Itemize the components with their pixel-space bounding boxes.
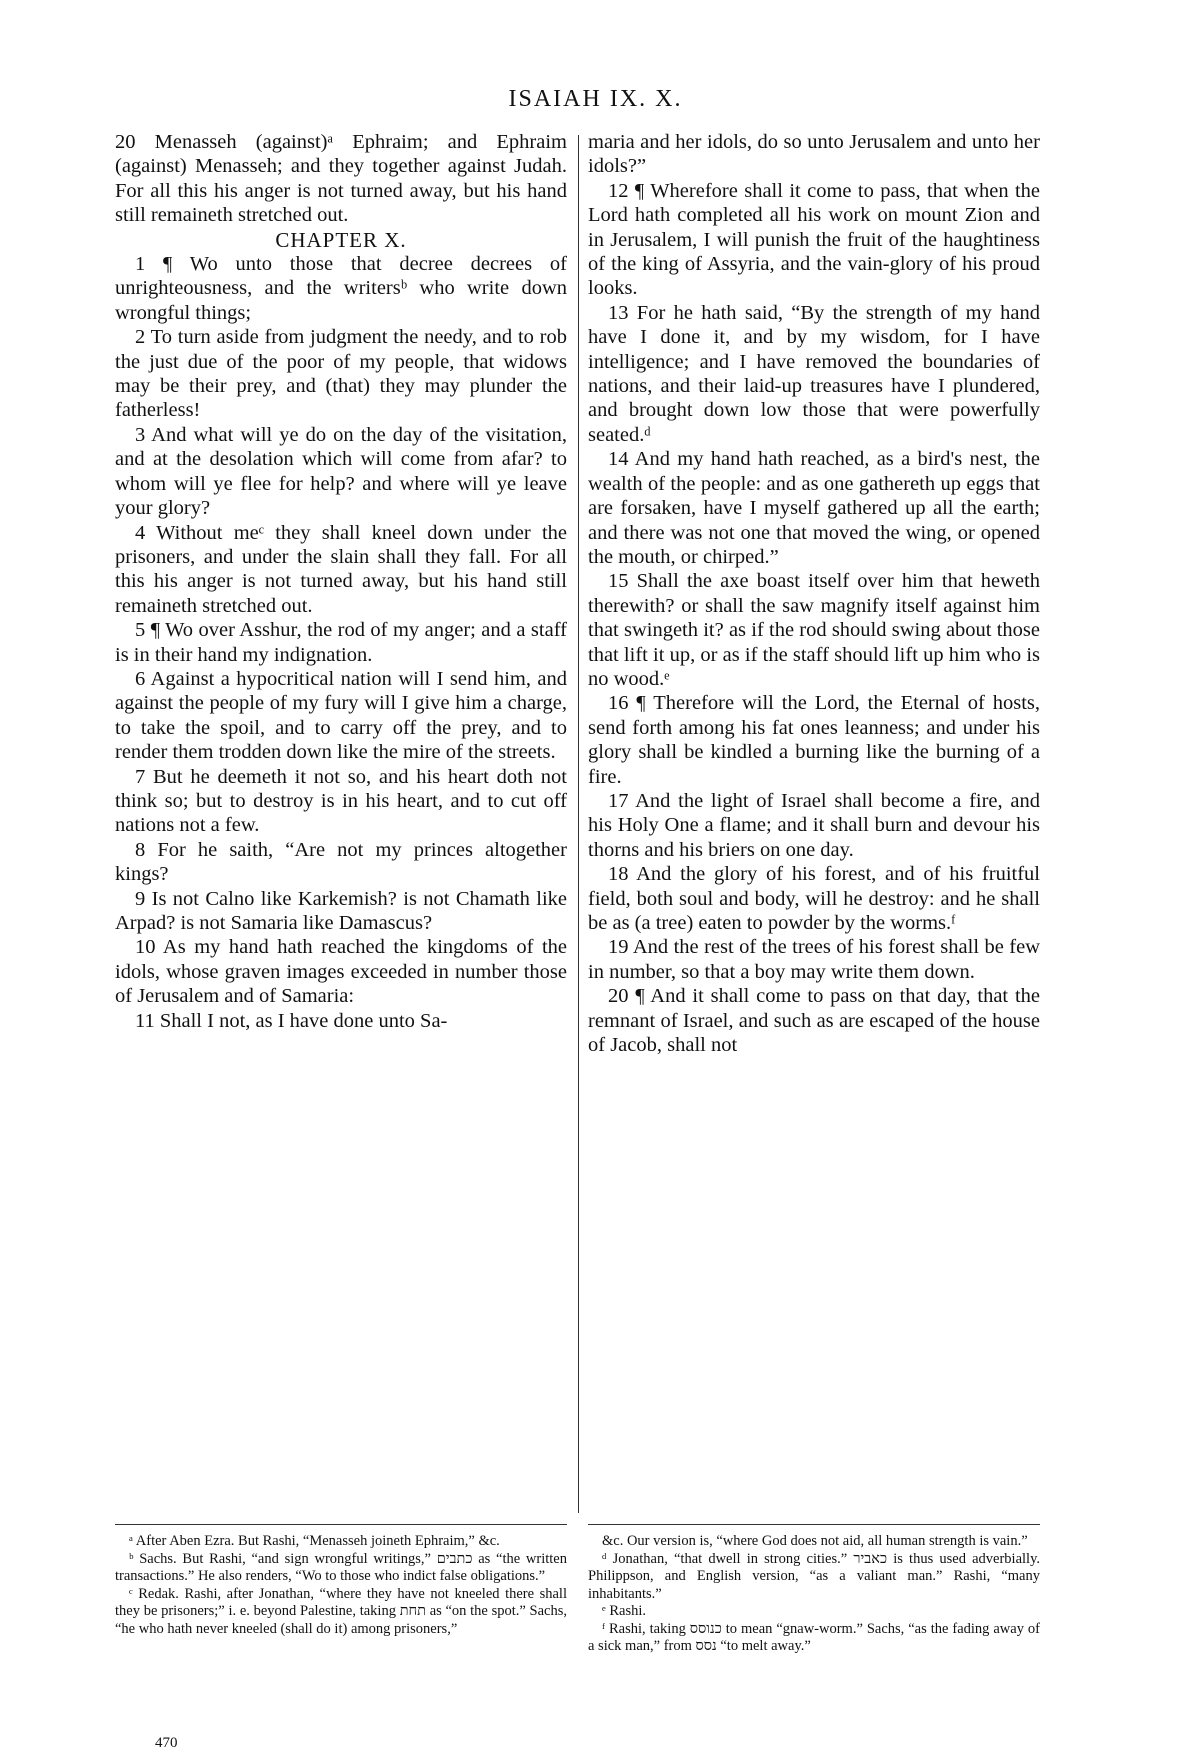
footnote: ᵉ Rashi. <box>602 1603 646 1619</box>
verse-paragraph: 16 ¶ Therefore will the Lord, the Eternal of hosts, send forth among his fat ones leanness; and under his glory shall be kindled a burning like the burning of a fire. <box>588 692 1040 788</box>
verse-paragraph: 20 ¶ And it shall come to pass on that day, that the remnant of Israel, and such as are escaped of the house of Jacob, shall not <box>588 985 1040 1057</box>
verse-paragraph: 11 Shall I not, as I have done unto Sa- <box>135 1009 448 1032</box>
footnote: ᵈ Jonathan, “that dwell in strong cities.” כאביר is thus used adverbially. Philippson, and English version, “as a valiant man.” Rashi, “many inhabitants.” <box>588 1550 1041 1602</box>
verse-paragraph: 20 Menasseh (against)ᵃ Ephraim; and Ephraim (against) Menasseh; and they together against Judah. For all this his anger is not turned away, but his hand still remaineth stretched out. <box>115 131 567 227</box>
verse-paragraph: maria and her idols, do so unto Jerusalem and unto her idols?” <box>588 131 1040 178</box>
verse-paragraph: 19 And the rest of the trees of his forest shall be few in number, so that a boy may write them down. <box>588 936 1040 983</box>
footnote-rule-left <box>115 1524 567 1525</box>
verse-paragraph: 6 Against a hypocritical nation will I send him, and against the people of my fury will I give him a charge, to take the spoil, and to carry off the prey, and to render them trodden down like the mire of the streets. <box>115 667 567 764</box>
footnote-rule-right <box>588 1524 1040 1525</box>
column-divider <box>578 135 579 1513</box>
verse-paragraph: 13 For he hath said, “By the strength of my hand have I done it, and by my wisdom, for I have intelligence; and I have removed the boundaries of nations, and their laid-up treasures have I plundered, and brought down low those that were powerfully seated.ᵈ <box>588 301 1040 446</box>
chapter-heading: CHAPTER X. <box>275 227 407 252</box>
verse-paragraph: 3 And what will ye do on the day of the visitation, and at the desolation which will come from afar? to whom will ye flee for help? and where will ye leave your glory? <box>115 423 567 520</box>
verse-paragraph: 1 ¶ Wo unto those that decree decrees of unrighteousness, and the writersᵇ who write down wrongful things; <box>115 253 567 324</box>
page-header: ISAIAH IX. X. <box>508 86 683 112</box>
footnote: ᶠ Rashi, taking כנוסס to mean “gnaw-worm.” Sachs, “as the fading away of a sick man,” from נסס “to melt away.” <box>588 1620 1041 1654</box>
verse-paragraph: 8 For he saith, “Are not my princes altogether kings? <box>115 838 567 886</box>
page-number: 470 <box>155 1735 178 1751</box>
verse-paragraph: 17 And the light of Israel shall become a fire, and his Holy One a flame; and it shall burn and devour his thorns and his briers on one day. <box>588 789 1040 861</box>
verse-paragraph: 14 And my hand hath reached, as a bird's nest, the wealth of the people: and as one gathereth up eggs that are forsaken, have I myself gathered up all the earth; and there was not one that moved the wing, or opened the mouth, or chirped.” <box>588 448 1040 568</box>
footnote: ᵃ After Aben Ezra. But Rashi, “Menasseh joineth Ephraim,” &c. <box>129 1533 500 1549</box>
verse-paragraph: 7 But he deemeth it not so, and his heart doth not think so; but to destroy is in his heart, and to cut off nations not a few. <box>115 765 567 837</box>
footnote: ᶜ Redak. Rashi, after Jonathan, “where they have not kneeled there shall they be prisoners;” i. e. beyond Palestine, taking תחת as “on the spot.” Sachs, “he who hath never kneeled (shall do it) among prisoners,” <box>115 1585 568 1637</box>
verse-paragraph: 4 Without meᶜ they shall kneel down under the prisoners, and under the slain shall they fall. For all this his anger is not turned away, but his hand still remaineth stretched out. <box>115 521 567 617</box>
footnote: &c. Our version is, “where God does not aid, all human strength is vain.” <box>602 1533 1028 1549</box>
footnotes-left <box>115 1533 567 1638</box>
verse-paragraph: 2 To turn aside from judgment the needy, and to rob the just due of the poor of my people, that widows may be their prey, and (that) they may plunder the fatherless! <box>115 326 567 422</box>
verse-paragraph: 9 Is not Calno like Karkemish? is not Chamath like Arpad? is not Samaria like Damascus? <box>115 887 567 934</box>
verse-paragraph: 18 And the glory of his forest, and of his fruitful field, both soul and body, will he destroy: and he shall be as (a tree) eaten to powder by the worms.ᶠ <box>588 863 1040 934</box>
left-column <box>115 130 567 1033</box>
right-column <box>588 130 1040 1057</box>
footnote: ᵇ Sachs. But Rashi, “and sign wrongful writings,” כתבים as “the written transactions.” He also renders, “Wo to those who indict false obligations.” <box>115 1550 567 1584</box>
verse-paragraph: 10 As my hand hath reached the kingdoms of the idols, whose graven images exceeded in number those of Jerusalem and of Samaria: <box>115 936 567 1008</box>
footnotes-right <box>588 1533 1040 1656</box>
verse-paragraph: 12 ¶ Wherefore shall it come to pass, that when the Lord hath completed all his work on mount Zion and in Jerusalem, I will punish the fruit of the haughtiness of the king of Assyria, and the vain-glory of his proud looks. <box>588 179 1040 300</box>
verse-paragraph: 5 ¶ Wo over Asshur, the rod of my anger; and a staff is in their hand my indignation. <box>115 619 567 666</box>
verse-paragraph: 15 Shall the axe boast itself over him that heweth therewith? or shall the saw magnify itself against him that swingeth it? as if the rod should swing about those that lift it up, or as if the staff should lift up him who is no wood.ᵉ <box>588 570 1040 690</box>
